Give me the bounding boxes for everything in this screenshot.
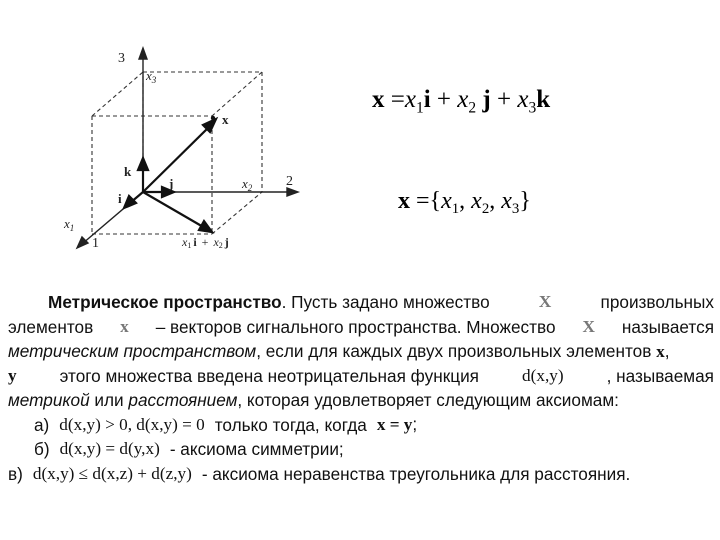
text-line-4-mid: этого множества введена неотрицательная функция bbox=[59, 365, 479, 386]
proj-sub2: 2 bbox=[218, 241, 223, 250]
metric-function-symbol: d(x,y) bbox=[522, 365, 564, 385]
axiom-c bbox=[8, 462, 714, 487]
axiom-a-formula: d(x,y) > 0, d(x,y) = 0 bbox=[59, 414, 205, 434]
axis3-number: 3 bbox=[118, 51, 125, 66]
axiom-a-label: а) bbox=[34, 414, 50, 435]
projection-vector bbox=[143, 192, 205, 228]
x2-sub: 2 bbox=[247, 183, 253, 193]
text-line-5-or: или bbox=[89, 390, 129, 410]
text-line-4-end: , называемая bbox=[606, 365, 714, 386]
proj-i: i bbox=[193, 235, 197, 249]
text-line-1-end: произвольных bbox=[600, 292, 714, 312]
formula2-sub2: 2 bbox=[481, 201, 490, 218]
formula2-sub1: 1 bbox=[451, 201, 460, 218]
axiom-c-text: - аксиома неравенства треугольника для расстояния. bbox=[201, 463, 631, 484]
axiom-b-formula: d(x,y) = d(y,x) bbox=[59, 439, 160, 458]
proj-sub1: 1 bbox=[187, 241, 192, 250]
text-line-3-rest: , если для каждых двух произвольных элементов bbox=[256, 341, 652, 361]
svg-text:x1 bbox=[63, 216, 74, 233]
formula1-j: j bbox=[482, 86, 491, 113]
definition-text bbox=[8, 290, 714, 486]
proj-x2: x bbox=[213, 235, 219, 249]
proj-j: j bbox=[224, 235, 229, 249]
text-line-2-end: называется bbox=[621, 316, 714, 337]
formula1-x1: x bbox=[404, 86, 416, 113]
text-line-3-comma: , bbox=[664, 341, 670, 361]
axiom-b-label: б) bbox=[34, 439, 50, 459]
text-line-2 bbox=[8, 315, 714, 340]
svg-text:x1i+x2j bbox=[181, 235, 229, 250]
text-line-5 bbox=[8, 388, 714, 413]
axiom-b-text: - аксиома симметрии; bbox=[169, 439, 344, 459]
formula1-k: k bbox=[536, 86, 551, 113]
axiom-c-label: в) bbox=[8, 463, 23, 484]
coordinates-formula bbox=[398, 188, 531, 218]
j-label: j bbox=[169, 176, 174, 191]
parallelepiped-edges bbox=[92, 72, 262, 234]
x2-label: x bbox=[242, 176, 248, 191]
text-line-2-mid: – векторов сигнального пространства. Множество bbox=[155, 316, 556, 337]
text-line-4 bbox=[8, 364, 714, 389]
x3-label: x bbox=[146, 68, 152, 83]
k-label: k bbox=[124, 164, 132, 179]
axis2-number: 2 bbox=[286, 174, 293, 189]
axiom-a-end: ; bbox=[412, 414, 418, 434]
text-line-1 bbox=[8, 290, 714, 315]
element-y-symbol: y bbox=[8, 365, 17, 385]
set-x-symbol-2: X bbox=[582, 316, 595, 336]
text-line-2-start: элементов bbox=[8, 316, 94, 337]
metric-space-term: Метрическое пространство bbox=[48, 292, 282, 312]
formula2-close-brace: } bbox=[519, 188, 531, 214]
text-line-3 bbox=[8, 339, 714, 364]
i-label: i bbox=[118, 191, 122, 206]
axis1-number: 1 bbox=[92, 236, 99, 251]
axiom-b bbox=[8, 437, 714, 462]
formula1-plus1: + bbox=[436, 86, 452, 113]
x-vector bbox=[143, 126, 210, 192]
formula2-x: x bbox=[398, 188, 410, 214]
basis-vector-diagram bbox=[50, 30, 320, 260]
axiom-a bbox=[8, 413, 714, 438]
x3-sub: 3 bbox=[151, 75, 157, 85]
proj-x1: x bbox=[182, 235, 188, 249]
x1-sub: 1 bbox=[69, 223, 75, 233]
distance-italic: расстоянием bbox=[128, 390, 238, 410]
formula1-x2: x bbox=[457, 86, 469, 113]
axiom-a-text: только тогда, когда bbox=[214, 414, 367, 435]
axiom-a-equality: x = y bbox=[376, 415, 413, 434]
formula1-plus2: + bbox=[496, 86, 512, 113]
vector-x-label: x bbox=[222, 112, 229, 127]
decomposition-formula bbox=[372, 86, 550, 117]
axiom-c-formula: d(x,y) ≤ d(x,z) + d(z,y) bbox=[32, 463, 192, 483]
proj-plus: + bbox=[201, 235, 209, 249]
formula2-x3: x bbox=[501, 188, 512, 214]
formula1-x3: x bbox=[517, 86, 529, 113]
text-line-5-rest: , которая удовлетворяет следующим аксиомам: bbox=[237, 390, 619, 410]
formula1-sub3: 3 bbox=[528, 99, 537, 117]
metric-space-italic: метрическим пространством bbox=[8, 341, 257, 361]
formula2-comma2: , bbox=[489, 188, 496, 214]
formula2-x2: x bbox=[471, 188, 482, 214]
element-x-symbol: x bbox=[120, 316, 129, 336]
set-x-symbol: X bbox=[538, 292, 552, 311]
formula1-eq: = bbox=[390, 86, 405, 113]
formula2-open-brace: { bbox=[429, 188, 442, 214]
formula2-comma1: , bbox=[459, 188, 466, 214]
formula1-i: i bbox=[423, 86, 431, 113]
text-line-1-rest: . Пусть задано множество bbox=[281, 292, 490, 312]
svg-text:x3 bbox=[145, 68, 157, 85]
metric-italic: метрикой bbox=[8, 390, 90, 410]
formula2-sub3: 3 bbox=[511, 201, 520, 218]
formula2-x1: x bbox=[441, 188, 452, 214]
formula1-sub1: 1 bbox=[415, 99, 424, 117]
element-x-symbol-2: x bbox=[656, 342, 665, 361]
vector-endpoint bbox=[211, 116, 215, 120]
svg-text:x2 bbox=[241, 176, 253, 193]
formula1-x: x bbox=[372, 86, 385, 113]
formula2-eq: = bbox=[416, 188, 430, 214]
formula1-sub2: 2 bbox=[468, 99, 477, 117]
x1-label: x bbox=[64, 216, 70, 231]
